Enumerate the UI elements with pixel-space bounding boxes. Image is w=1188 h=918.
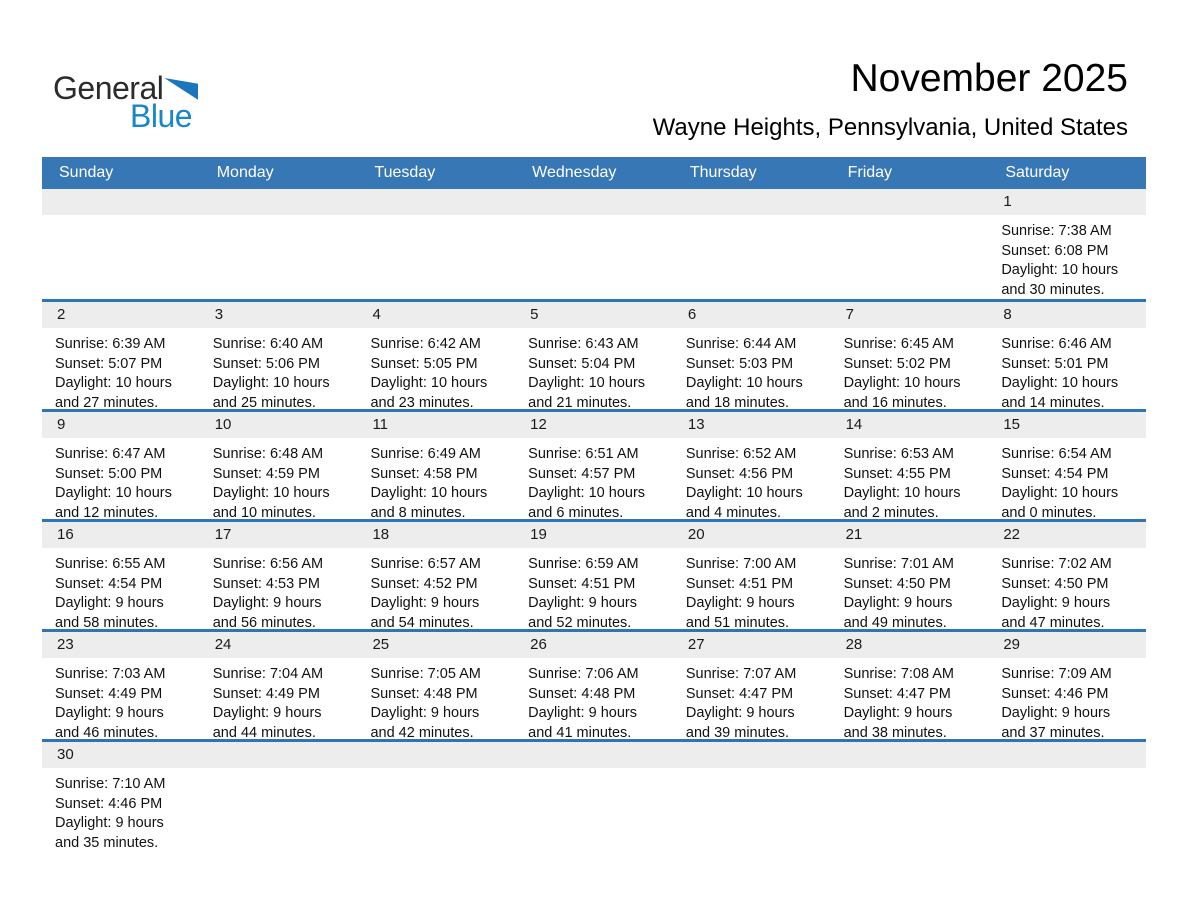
day-number: 30 [42, 742, 200, 768]
day-number [515, 189, 673, 215]
daylight-line-1: Daylight: 10 hours [528, 485, 646, 501]
calendar-month-title: November 2025 [850, 57, 1128, 100]
day-details [673, 328, 831, 413]
day-cell [42, 412, 200, 519]
day-details [673, 548, 831, 633]
empty-day-cell [831, 742, 989, 849]
weekday-header-row [42, 157, 1146, 189]
day-cell [673, 302, 831, 409]
day-number: 17 [200, 522, 358, 548]
sunset-line: Sunset: 4:56 PM [685, 465, 794, 482]
day-number [357, 189, 515, 215]
sunrise-line: Sunrise: 7:10 AM [55, 776, 166, 792]
week-row [42, 299, 1146, 409]
day-number: 19 [515, 522, 673, 548]
day-cell [673, 522, 831, 629]
day-cell [988, 189, 1146, 299]
sunset-line: Sunset: 4:52 PM [370, 575, 478, 592]
empty-day-cell [200, 189, 358, 299]
daylight-line-1: Daylight: 10 hours [685, 485, 803, 501]
day-cell [200, 632, 358, 739]
sunrise-line: Sunrise: 6:52 AM [685, 446, 797, 462]
daylight-line-1: Daylight: 9 hours [843, 595, 953, 611]
day-number: 28 [831, 632, 989, 658]
day-number: 12 [515, 412, 673, 438]
day-details [357, 438, 515, 523]
daylight-line-1: Daylight: 9 hours [1001, 595, 1111, 611]
logo-triangle-icon [164, 78, 198, 100]
sunset-line: Sunset: 4:49 PM [55, 685, 163, 702]
sunrise-line: Sunrise: 6:54 AM [1001, 446, 1112, 462]
sunset-line: Sunset: 4:50 PM [843, 575, 951, 592]
day-details [357, 658, 515, 743]
day-details [831, 438, 989, 523]
empty-day-cell [673, 189, 831, 299]
daylight-line-2: and 54 minutes. [370, 614, 474, 631]
sunrise-line: Sunrise: 7:07 AM [685, 666, 797, 682]
daylight-line-1: Daylight: 10 hours [685, 375, 803, 391]
sunset-line: Sunset: 5:02 PM [843, 355, 951, 372]
daylight-line-2: and 6 minutes. [528, 504, 624, 521]
day-number: 5 [515, 302, 673, 328]
sunset-line: Sunset: 4:58 PM [370, 465, 478, 482]
day-cell [42, 522, 200, 629]
day-cell [515, 522, 673, 629]
sunrise-line: Sunrise: 6:46 AM [1001, 336, 1112, 352]
day-cell [673, 412, 831, 519]
day-number [42, 189, 200, 215]
daylight-line-2: and 56 minutes. [212, 614, 316, 631]
day-number [673, 189, 831, 215]
daylight-line-1: Daylight: 10 hours [370, 375, 488, 391]
day-cell [357, 522, 515, 629]
sunrise-line: Sunrise: 6:45 AM [843, 336, 955, 352]
week-row [42, 409, 1146, 519]
sunset-line: Sunset: 5:03 PM [685, 355, 794, 372]
day-details [42, 548, 200, 633]
daylight-line-1: Daylight: 10 hours [1001, 485, 1119, 501]
sunrise-line: Sunrise: 6:48 AM [212, 446, 324, 462]
sunset-line: Sunset: 4:47 PM [685, 685, 794, 702]
day-details [831, 548, 989, 633]
sunrise-line: Sunrise: 7:04 AM [212, 666, 324, 682]
day-cell [515, 302, 673, 409]
day-number: 18 [357, 522, 515, 548]
day-number: 25 [357, 632, 515, 658]
day-cell [42, 302, 200, 409]
daylight-line-2: and 39 minutes. [685, 724, 790, 741]
day-number: 20 [673, 522, 831, 548]
daylight-line-2: and 52 minutes. [528, 614, 632, 631]
sunrise-line: Sunrise: 6:59 AM [528, 556, 639, 572]
sunset-line: Sunset: 4:50 PM [1001, 575, 1109, 592]
day-details [988, 438, 1146, 523]
day-details [988, 548, 1146, 633]
day-number: 14 [831, 412, 989, 438]
empty-day-cell [831, 189, 989, 299]
sunrise-line: Sunrise: 6:44 AM [685, 336, 797, 352]
daylight-line-1: Daylight: 10 hours [55, 375, 172, 391]
daylight-line-1: Daylight: 10 hours [370, 485, 488, 501]
day-number [988, 742, 1146, 768]
day-number: 6 [673, 302, 831, 328]
empty-day-cell [42, 189, 200, 299]
day-details [42, 768, 200, 853]
day-details [831, 328, 989, 413]
day-number: 24 [200, 632, 358, 658]
sunset-line: Sunset: 4:48 PM [370, 685, 478, 702]
sunrise-line: Sunrise: 7:02 AM [1001, 556, 1112, 572]
daylight-line-1: Daylight: 9 hours [370, 595, 480, 611]
day-number [831, 742, 989, 768]
empty-day-cell [200, 742, 358, 849]
sunset-line: Sunset: 5:01 PM [1001, 355, 1109, 372]
day-number: 2 [42, 302, 200, 328]
daylight-line-1: Daylight: 10 hours [55, 485, 172, 501]
sunset-line: Sunset: 4:47 PM [843, 685, 951, 702]
day-details [200, 658, 358, 743]
day-cell [831, 522, 989, 629]
day-cell [988, 522, 1146, 629]
daylight-line-1: Daylight: 10 hours [212, 375, 330, 391]
daylight-line-2: and 23 minutes. [370, 394, 474, 411]
day-number: 15 [988, 412, 1146, 438]
day-cell [515, 632, 673, 739]
sunset-line: Sunset: 6:08 PM [1001, 242, 1109, 259]
day-number: 4 [357, 302, 515, 328]
sunrise-line: Sunrise: 6:43 AM [528, 336, 639, 352]
weekday-header-friday: Friday [847, 164, 893, 181]
daylight-line-2: and 37 minutes. [1001, 724, 1105, 741]
daylight-line-2: and 2 minutes. [843, 504, 939, 521]
day-cell [831, 632, 989, 739]
day-cell [42, 742, 200, 849]
day-number: 23 [42, 632, 200, 658]
daylight-line-1: Daylight: 9 hours [685, 595, 795, 611]
day-cell [515, 412, 673, 519]
day-number: 10 [200, 412, 358, 438]
daylight-line-2: and 27 minutes. [55, 394, 159, 411]
calendar-grid [42, 157, 1146, 849]
day-cell [357, 302, 515, 409]
day-number: 13 [673, 412, 831, 438]
day-number: 1 [988, 189, 1146, 215]
day-cell [200, 302, 358, 409]
daylight-line-2: and 42 minutes. [370, 724, 474, 741]
daylight-line-2: and 16 minutes. [843, 394, 947, 411]
sunrise-line: Sunrise: 6:42 AM [370, 336, 481, 352]
daylight-line-1: Daylight: 9 hours [212, 705, 322, 721]
day-cell [831, 412, 989, 519]
daylight-line-1: Daylight: 9 hours [212, 595, 322, 611]
empty-day-cell [357, 189, 515, 299]
sunrise-line: Sunrise: 6:47 AM [55, 446, 166, 462]
day-details [515, 438, 673, 523]
day-details [515, 328, 673, 413]
calendar-location-subtitle: Wayne Heights, Pennsylvania, United States [652, 113, 1128, 141]
day-details [357, 548, 515, 633]
day-number [831, 189, 989, 215]
day-details [200, 438, 358, 523]
week-row [42, 739, 1146, 849]
daylight-line-2: and 18 minutes. [685, 394, 790, 411]
empty-day-cell [357, 742, 515, 849]
day-details [200, 548, 358, 633]
weeks-container [42, 189, 1146, 849]
day-number: 16 [42, 522, 200, 548]
day-cell [988, 632, 1146, 739]
weekday-header-thursday: Thursday [689, 164, 757, 181]
sunset-line: Sunset: 4:49 PM [212, 685, 320, 702]
sunset-line: Sunset: 4:59 PM [212, 465, 320, 482]
daylight-line-1: Daylight: 9 hours [55, 815, 164, 831]
sunset-line: Sunset: 5:06 PM [212, 355, 320, 372]
daylight-line-1: Daylight: 9 hours [1001, 705, 1111, 721]
day-number [673, 742, 831, 768]
sunrise-line: Sunrise: 7:03 AM [55, 666, 166, 682]
day-details [988, 658, 1146, 743]
daylight-line-2: and 47 minutes. [1001, 614, 1105, 631]
sunset-line: Sunset: 4:48 PM [528, 685, 636, 702]
weekday-header-sunday: Sunday [59, 164, 114, 181]
weekday-header-monday: Monday [216, 164, 274, 181]
daylight-line-1: Daylight: 9 hours [528, 595, 637, 611]
day-details [42, 438, 200, 523]
daylight-line-1: Daylight: 9 hours [370, 705, 480, 721]
day-number [357, 742, 515, 768]
sunset-line: Sunset: 4:46 PM [55, 795, 163, 812]
sunrise-line: Sunrise: 7:09 AM [1001, 666, 1112, 682]
daylight-line-2: and 35 minutes. [55, 834, 159, 851]
daylight-line-2: and 41 minutes. [528, 724, 632, 741]
daylight-line-2: and 12 minutes. [55, 504, 159, 521]
daylight-line-2: and 0 minutes. [1001, 504, 1097, 521]
logo-text-blue: Blue [130, 98, 193, 134]
day-cell [831, 302, 989, 409]
sunrise-line: Sunrise: 7:08 AM [843, 666, 955, 682]
day-details [988, 215, 1146, 300]
logo-text-general: General [53, 70, 164, 106]
sunrise-line: Sunrise: 6:40 AM [212, 336, 324, 352]
sunrise-line: Sunrise: 7:00 AM [685, 556, 797, 572]
sunrise-line: Sunrise: 6:57 AM [370, 556, 481, 572]
daylight-line-2: and 46 minutes. [55, 724, 159, 741]
daylight-line-2: and 10 minutes. [212, 504, 316, 521]
day-details [515, 658, 673, 743]
sunrise-line: Sunrise: 6:56 AM [212, 556, 324, 572]
sunrise-line: Sunrise: 7:06 AM [528, 666, 639, 682]
sunrise-line: Sunrise: 6:53 AM [843, 446, 955, 462]
sunrise-line: Sunrise: 6:49 AM [370, 446, 481, 462]
day-number: 22 [988, 522, 1146, 548]
sunset-line: Sunset: 4:51 PM [685, 575, 794, 592]
day-details [988, 328, 1146, 413]
day-number: 26 [515, 632, 673, 658]
week-row [42, 189, 1146, 299]
day-cell [357, 632, 515, 739]
weekday-header-tuesday: Tuesday [374, 164, 436, 181]
day-cell [988, 302, 1146, 409]
day-details [200, 328, 358, 413]
general-blue-logo [53, 72, 198, 132]
sunset-line: Sunset: 5:00 PM [55, 465, 163, 482]
daylight-line-1: Daylight: 10 hours [843, 375, 961, 391]
sunset-line: Sunset: 4:53 PM [212, 575, 320, 592]
daylight-line-2: and 38 minutes. [843, 724, 947, 741]
day-cell [42, 632, 200, 739]
sunrise-line: Sunrise: 7:01 AM [843, 556, 955, 572]
daylight-line-1: Daylight: 9 hours [55, 595, 164, 611]
sunrise-line: Sunrise: 6:55 AM [55, 556, 166, 572]
day-cell [200, 522, 358, 629]
empty-day-cell [515, 742, 673, 849]
daylight-line-1: Daylight: 9 hours [55, 705, 164, 721]
day-details [673, 438, 831, 523]
day-cell [200, 412, 358, 519]
sunrise-line: Sunrise: 7:38 AM [1001, 223, 1112, 239]
daylight-line-2: and 4 minutes. [685, 504, 781, 521]
day-cell [673, 632, 831, 739]
empty-day-cell [515, 189, 673, 299]
day-number: 27 [673, 632, 831, 658]
daylight-line-2: and 44 minutes. [212, 724, 316, 741]
sunset-line: Sunset: 4:55 PM [843, 465, 951, 482]
daylight-line-2: and 51 minutes. [685, 614, 790, 631]
day-number [200, 189, 358, 215]
day-details [357, 328, 515, 413]
day-number: 11 [357, 412, 515, 438]
sunset-line: Sunset: 5:07 PM [55, 355, 163, 372]
day-number: 29 [988, 632, 1146, 658]
empty-day-cell [988, 742, 1146, 849]
sunset-line: Sunset: 4:54 PM [1001, 465, 1109, 482]
day-number [200, 742, 358, 768]
sunset-line: Sunset: 4:51 PM [528, 575, 636, 592]
day-details [42, 658, 200, 743]
day-details [831, 658, 989, 743]
day-cell [988, 412, 1146, 519]
daylight-line-2: and 30 minutes. [1001, 281, 1105, 298]
daylight-line-2: and 49 minutes. [843, 614, 947, 631]
weekday-header-saturday: Saturday [1005, 164, 1070, 181]
empty-day-cell [673, 742, 831, 849]
sunrise-line: Sunrise: 6:51 AM [528, 446, 639, 462]
sunset-line: Sunset: 4:54 PM [55, 575, 163, 592]
daylight-line-1: Daylight: 10 hours [1001, 375, 1119, 391]
day-number [515, 742, 673, 768]
day-number: 7 [831, 302, 989, 328]
daylight-line-2: and 8 minutes. [370, 504, 466, 521]
day-number: 8 [988, 302, 1146, 328]
daylight-line-1: Daylight: 9 hours [528, 705, 637, 721]
sunset-line: Sunset: 4:46 PM [1001, 685, 1109, 702]
sunset-line: Sunset: 5:05 PM [370, 355, 478, 372]
day-details [515, 548, 673, 633]
daylight-line-1: Daylight: 10 hours [212, 485, 330, 501]
sunset-line: Sunset: 5:04 PM [528, 355, 636, 372]
day-cell [357, 412, 515, 519]
week-row [42, 629, 1146, 739]
daylight-line-1: Daylight: 9 hours [843, 705, 953, 721]
week-row [42, 519, 1146, 629]
day-number: 3 [200, 302, 358, 328]
daylight-line-2: and 14 minutes. [1001, 394, 1105, 411]
daylight-line-2: and 25 minutes. [212, 394, 316, 411]
day-number: 21 [831, 522, 989, 548]
daylight-line-1: Daylight: 10 hours [528, 375, 646, 391]
daylight-line-2: and 21 minutes. [528, 394, 632, 411]
sunrise-line: Sunrise: 6:39 AM [55, 336, 166, 352]
day-details [42, 328, 200, 413]
daylight-line-2: and 58 minutes. [55, 614, 159, 631]
daylight-line-1: Daylight: 10 hours [1001, 262, 1119, 278]
day-number: 9 [42, 412, 200, 438]
sunrise-line: Sunrise: 7:05 AM [370, 666, 481, 682]
weekday-header-wednesday: Wednesday [532, 164, 617, 181]
day-details [673, 658, 831, 743]
daylight-line-1: Daylight: 10 hours [843, 485, 961, 501]
sunset-line: Sunset: 4:57 PM [528, 465, 636, 482]
daylight-line-1: Daylight: 9 hours [685, 705, 795, 721]
